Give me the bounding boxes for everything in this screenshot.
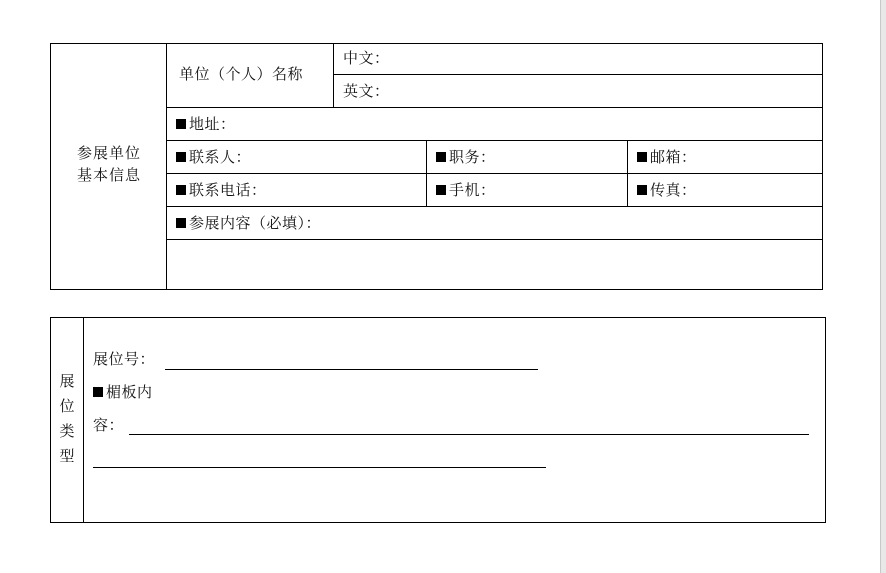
square-bullet-icon <box>176 152 186 162</box>
square-bullet-icon <box>176 119 186 129</box>
contact-person-field[interactable] <box>176 148 251 166</box>
name-label: 单位（个人）名称 <box>179 65 304 83</box>
mobile-label: 手机： <box>449 181 496 199</box>
fascia-content-input[interactable] <box>129 434 809 435</box>
row-line <box>333 74 823 75</box>
row-line <box>166 173 823 174</box>
fascia-label-cont: 容： <box>93 416 125 434</box>
booth-type-header <box>57 369 77 469</box>
exhibit-content-label <box>176 214 321 232</box>
header-line: 参展单位 <box>76 144 141 162</box>
content-label: 参展内容（必填）： <box>189 214 322 232</box>
participant-info-table <box>50 43 823 290</box>
english-name-field[interactable]: 英文： <box>343 82 390 100</box>
booth-number-input[interactable] <box>165 369 538 370</box>
position-field[interactable] <box>436 148 496 166</box>
row-line <box>166 107 823 108</box>
address-field[interactable] <box>176 115 236 133</box>
square-bullet-icon <box>637 185 647 195</box>
email-label: 邮箱： <box>650 148 697 166</box>
fascia-label-text: 楣板内 <box>106 383 153 401</box>
contact-label: 联系人： <box>189 148 252 166</box>
header-char: 位 <box>59 397 75 415</box>
fascia-label <box>93 383 153 401</box>
chinese-name-field[interactable]: 中文： <box>343 49 390 67</box>
square-bullet-icon <box>93 387 103 397</box>
booth-number-label: 展位号： <box>93 350 156 368</box>
col-line <box>627 140 628 207</box>
square-bullet-icon <box>637 152 647 162</box>
fascia-content-input-line2[interactable] <box>93 467 546 468</box>
section-header <box>65 142 153 186</box>
fax-label: 传真： <box>650 181 697 199</box>
email-field[interactable] <box>637 148 697 166</box>
mobile-field[interactable] <box>436 181 496 199</box>
square-bullet-icon <box>436 185 446 195</box>
row-line <box>166 206 823 207</box>
booth-type-table <box>50 317 826 523</box>
header-divider <box>83 318 84 522</box>
name-divider <box>333 44 334 107</box>
phone-field[interactable] <box>176 181 267 199</box>
square-bullet-icon <box>436 152 446 162</box>
phone-label: 联系电话： <box>189 181 267 199</box>
header-char: 类 <box>59 422 75 440</box>
header-char: 展 <box>59 372 75 390</box>
position-label: 职务： <box>449 148 496 166</box>
square-bullet-icon <box>176 218 186 228</box>
fax-field[interactable] <box>637 181 697 199</box>
header-char: 型 <box>59 447 75 465</box>
scrollbar[interactable] <box>880 0 886 573</box>
address-label: 地址： <box>189 115 236 133</box>
row-line <box>166 140 823 141</box>
square-bullet-icon <box>176 185 186 195</box>
header-line: 基本信息 <box>76 166 141 184</box>
exhibit-content-input[interactable] <box>167 240 823 289</box>
col-line <box>426 140 427 207</box>
